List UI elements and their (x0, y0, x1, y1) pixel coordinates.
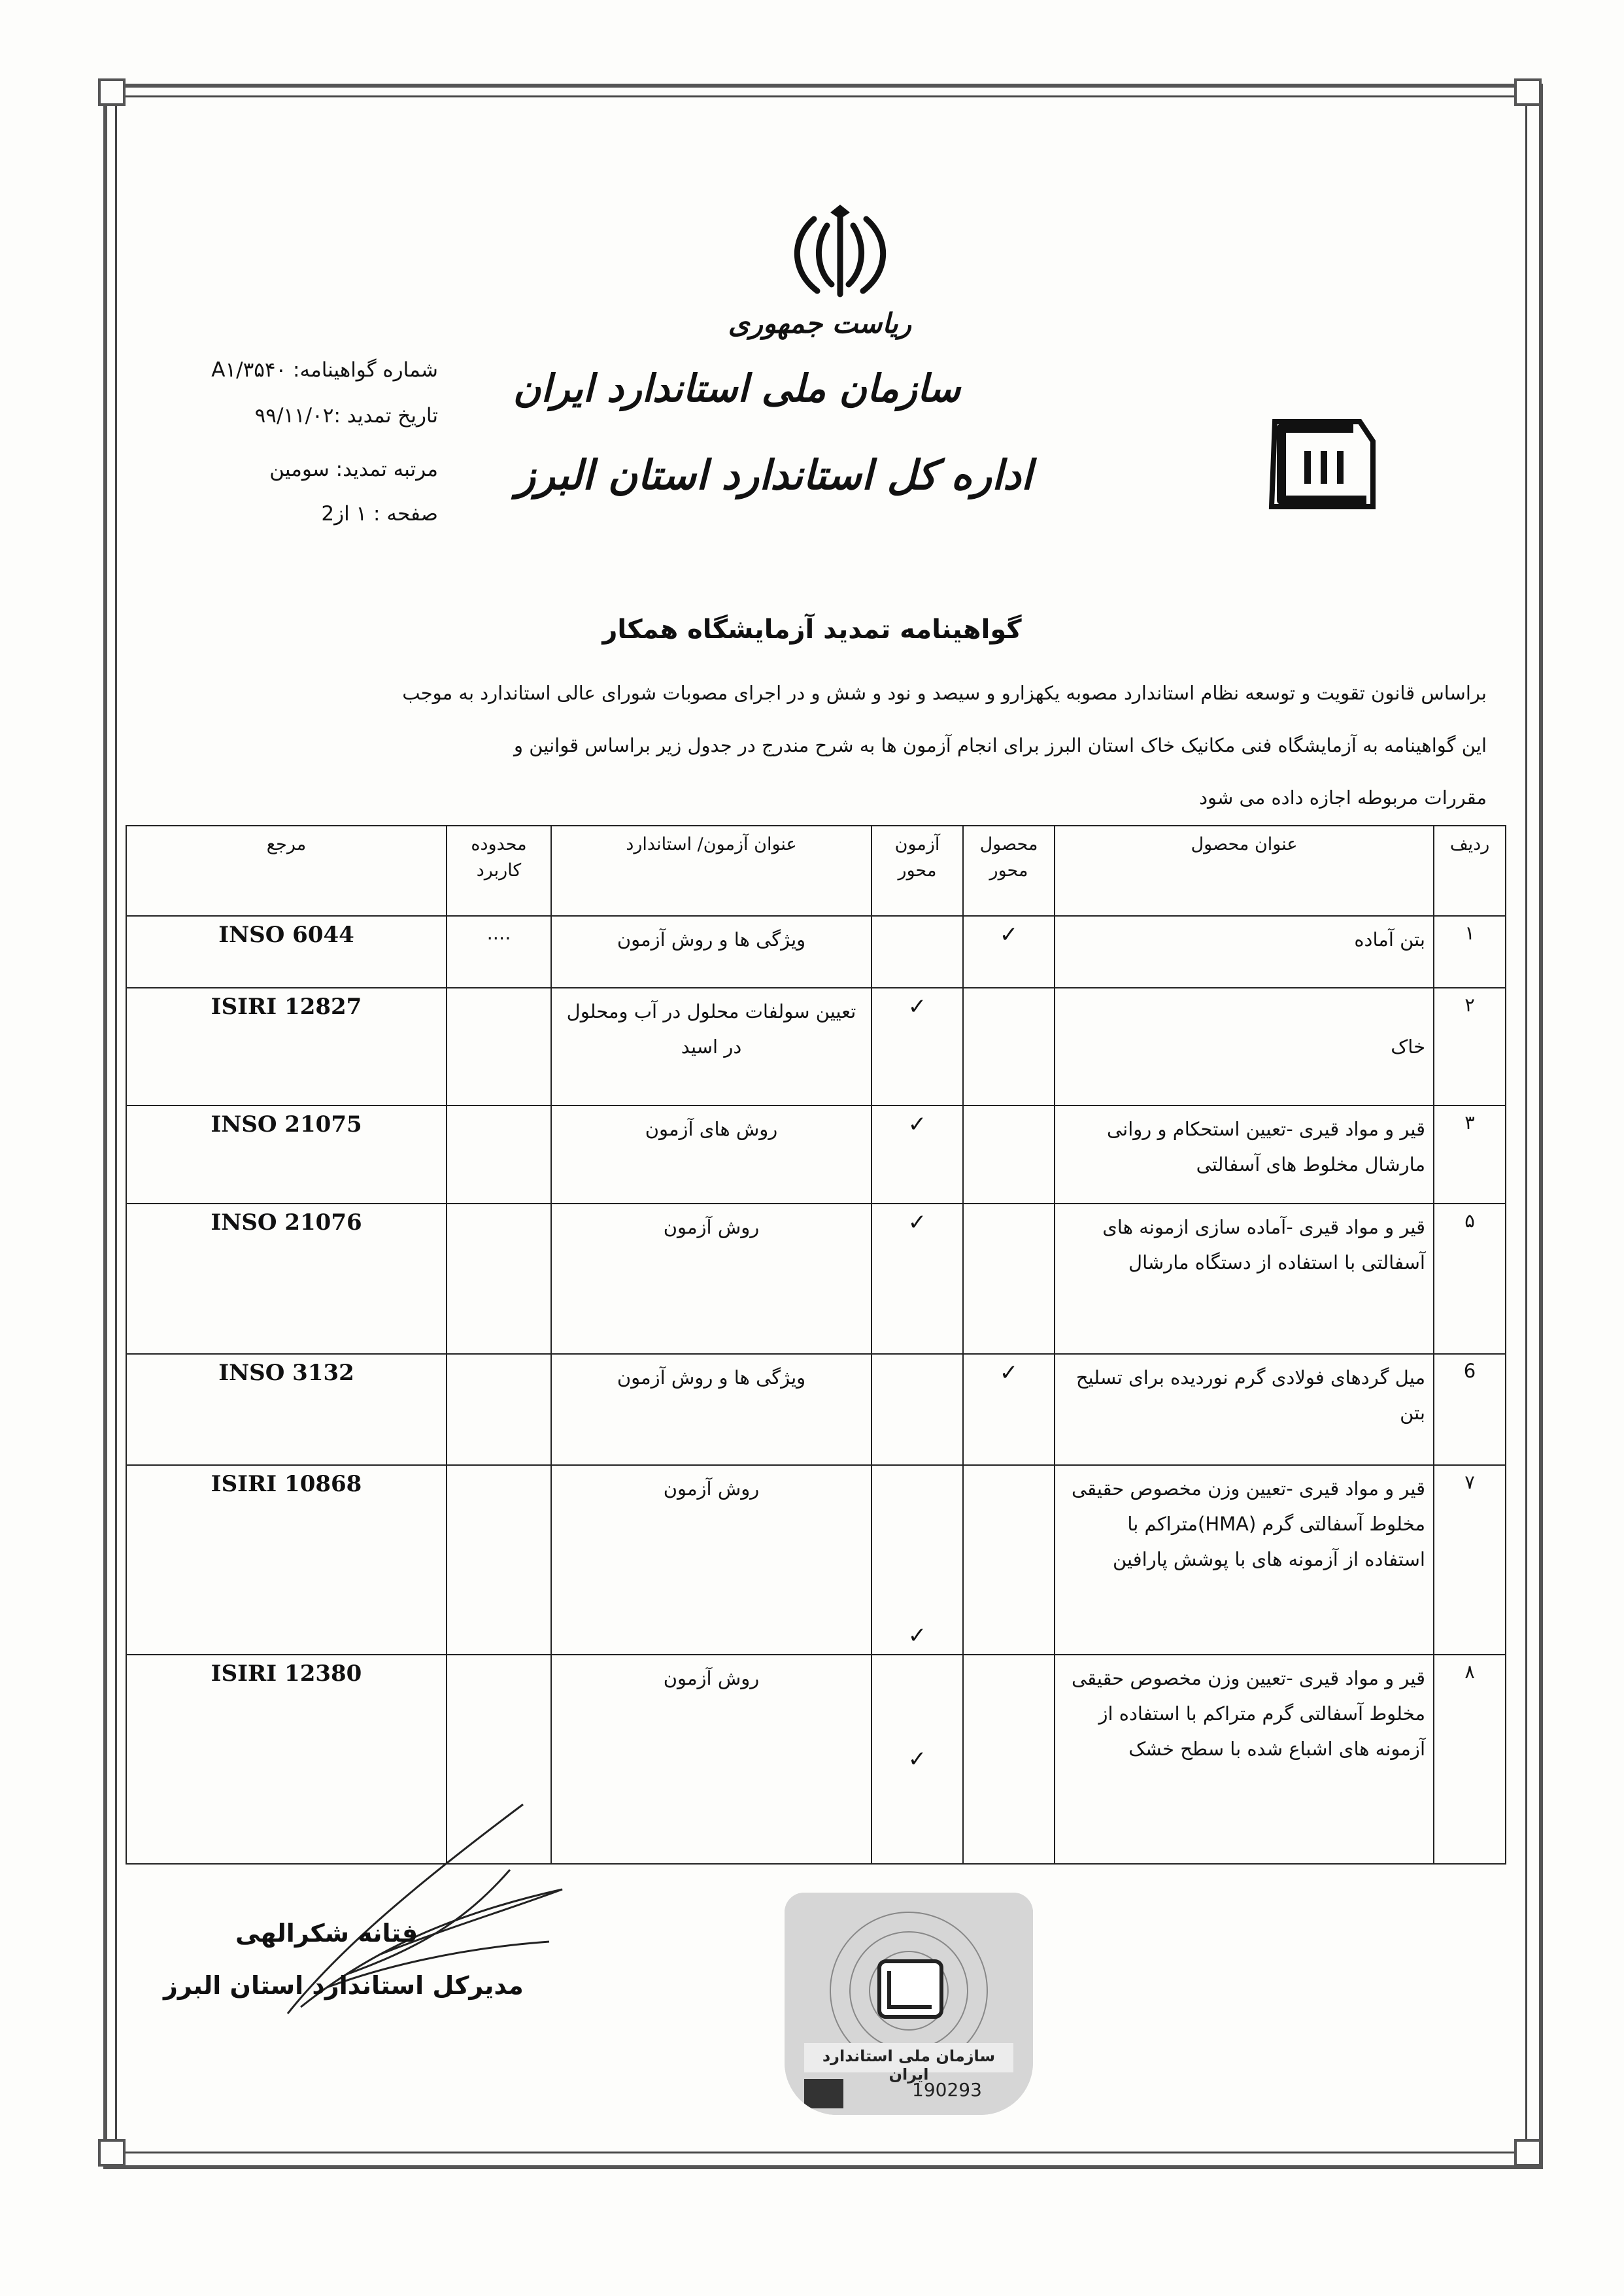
product-title: قیر و مواد قیری -تعیین وزن مخصوص حقیقی مخلوط آسفالتی گرم (HMA)متراکم با استفاده از آزمونه های با پوشش پارافین (1055, 1465, 1434, 1655)
header-presidency: ریاست جمهوری (728, 307, 911, 339)
standard-title: ویژگی ها و روش آزمون (551, 1354, 871, 1465)
table-row (126, 1465, 1506, 1655)
row-number: ۸ (1434, 1655, 1506, 1864)
signer-title: مدیرکل استاندارد استان البرز (163, 1971, 524, 2000)
usage-limits (447, 1106, 551, 1204)
row-number: ۵ (1434, 1204, 1506, 1354)
hologram-seal (785, 1893, 1033, 2115)
standard-title: روش های آزمون (551, 1106, 871, 1204)
table-row (126, 988, 1506, 1106)
standard-title: تعیین سولفات محلول در آب ومحلول در اسید (551, 988, 871, 1106)
intro-paragraph-line-3: مقررات مربوطه اجازه داده می شود (1199, 786, 1487, 809)
standard-title: روش آزمون (551, 1204, 871, 1354)
product-axis-check (963, 1655, 1055, 1864)
frame-corner (1514, 78, 1542, 106)
iran-emblem-icon (785, 199, 896, 304)
table-row (126, 1106, 1506, 1204)
col-header-row: ردیف (1434, 826, 1506, 916)
product-axis-check (963, 988, 1055, 1106)
test-axis-check: ✓ (871, 1465, 963, 1655)
product-axis-check (963, 1204, 1055, 1354)
reference: ISIRI 12827 (126, 988, 447, 1106)
reference: INSO 6044 (126, 916, 447, 988)
table-row (126, 1354, 1506, 1465)
product-title: قیر و مواد قیری -تعیین وزن مخصوص حقیقی مخلوط آسفالتی گرم متراکم با استفاده از آزمونه های اشباع شده با سطح خشک (1055, 1655, 1434, 1864)
row-number: ۲ (1434, 988, 1506, 1106)
product-axis-check (963, 1465, 1055, 1655)
product-title: قیر و مواد قیری -تعیین استحکام و روانی مارشال مخلوط های آسفالتی (1055, 1106, 1434, 1204)
product-axis-check: ✓ (963, 916, 1055, 988)
cert-number: شماره گواهینامه: A۱/۳۵۴۰ (211, 358, 438, 382)
reference: ISIRI 10868 (126, 1465, 447, 1655)
reference: INSO 21076 (126, 1204, 447, 1354)
table-row (126, 1204, 1506, 1354)
standard-title: روش آزمون (551, 1465, 871, 1655)
frame-corner (98, 2139, 126, 2167)
table-header-row (126, 826, 1506, 916)
header-department: اداره کل استاندارد استان البرز (516, 451, 1032, 499)
reference: ISIRI 12380 (126, 1655, 447, 1864)
row-number: ۱ (1434, 916, 1506, 988)
product-axis-check: ✓ (963, 1354, 1055, 1465)
test-axis-check (871, 1354, 963, 1465)
seal-caption: سازمان ملی استاندارد ایران (822, 2047, 996, 2084)
test-axis-check: ✓ (871, 988, 963, 1106)
product-title: قیر و مواد قیری -آماده سازی ازمونه های آسفالتی با استفاده از دستگاه مارشال (1055, 1204, 1434, 1354)
usage-limits: .... (447, 916, 551, 988)
usage-limits (447, 1204, 551, 1354)
certificate-title: گواهینامه تمدید آزمایشگاه همکار (602, 615, 1022, 645)
intro-paragraph-line-1: براساس قانون تقویت و توسعه نظام استاندارد مصوبه یکهزارو و سیصد و نود و شش و در اجرای مصوبات شورای عالی استاندارد به موجب (402, 682, 1487, 704)
test-axis-check: ✓ (871, 1655, 963, 1864)
intro-paragraph-line-2: این گواهینامه به آزمایشگاه فنی مکانیک خاک استان البرز برای انجام آزمون ها به شرح مندرج در جدول زیر براساس قوانین و (514, 734, 1487, 756)
product-title: بتن آماده (1055, 916, 1434, 988)
row-number: ۷ (1434, 1465, 1506, 1655)
reference: INSO 21075 (126, 1106, 447, 1204)
col-header-reference: مرجع (126, 826, 447, 916)
col-header-product-axis: محصول محور (963, 826, 1055, 916)
renew-round: مرتبه تمدید: سومین (269, 458, 438, 481)
col-header-standard: عنوان آزمون/ استاندارد (551, 826, 871, 916)
seal-serial-number: 190293 (912, 2079, 982, 2101)
usage-limits (447, 1465, 551, 1655)
col-header-test-axis: آزمون محور (871, 826, 963, 916)
test-axis-check (871, 916, 963, 988)
signer-name: فتانه شکرالهی (235, 1919, 418, 1948)
isiri-logo-icon (1255, 409, 1379, 520)
renew-date: تاریخ تمدید :۹۹/۱۱/۰۲ (254, 404, 438, 428)
test-axis-check: ✓ (871, 1204, 963, 1354)
col-header-limits: محدوده کاربرد (447, 826, 551, 916)
table-row (126, 916, 1506, 988)
row-number: 6 (1434, 1354, 1506, 1465)
product-axis-check (963, 1106, 1055, 1204)
col-header-product: عنوان محصول (1055, 826, 1434, 916)
usage-limits (447, 988, 551, 1106)
product-title: خاک (1055, 988, 1434, 1106)
reference: INSO 3132 (126, 1354, 447, 1465)
row-number: ۳ (1434, 1106, 1506, 1204)
test-axis-check: ✓ (871, 1106, 963, 1204)
standard-title: ویژگی ها و روش آزمون (551, 916, 871, 988)
frame-corner (1514, 2139, 1542, 2167)
product-title: میل گردهای فولادی گرم نوردیده برای تسلیح بتن (1055, 1354, 1434, 1465)
standard-title: روش آزمون (551, 1655, 871, 1864)
page-number: صفحه : ۱ از2 (321, 502, 438, 526)
usage-limits (447, 1354, 551, 1465)
frame-corner (98, 78, 126, 106)
header-organization: سازمان ملی استاندارد ایران (513, 366, 960, 411)
tests-table (126, 825, 1506, 1865)
